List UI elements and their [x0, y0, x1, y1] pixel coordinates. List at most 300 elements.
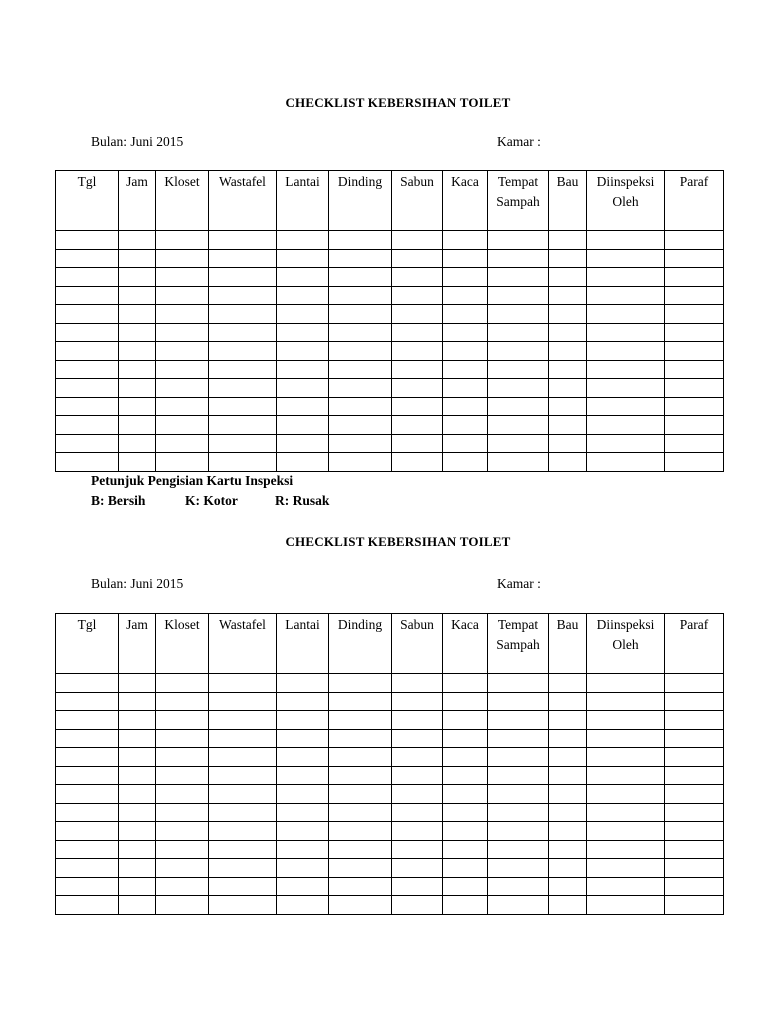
table-cell[interactable]: [665, 249, 724, 268]
table-cell[interactable]: [119, 360, 156, 379]
table-cell[interactable]: [119, 803, 156, 822]
table-cell[interactable]: [665, 453, 724, 472]
table-cell[interactable]: [665, 692, 724, 711]
table-cell[interactable]: [277, 434, 329, 453]
table-cell[interactable]: [665, 286, 724, 305]
table-cell[interactable]: [209, 896, 277, 915]
table-cell[interactable]: [392, 453, 443, 472]
table-cell[interactable]: [209, 785, 277, 804]
table-cell[interactable]: [156, 822, 209, 841]
table-cell[interactable]: [329, 342, 392, 361]
table-cell[interactable]: [549, 803, 587, 822]
table-cell[interactable]: [209, 379, 277, 398]
table-cell[interactable]: [209, 859, 277, 878]
table-cell[interactable]: [587, 785, 665, 804]
table-cell[interactable]: [665, 379, 724, 398]
table-cell[interactable]: [392, 286, 443, 305]
table-cell[interactable]: [392, 877, 443, 896]
table-cell[interactable]: [56, 397, 119, 416]
table-cell[interactable]: [488, 416, 549, 435]
table-cell[interactable]: [119, 822, 156, 841]
table-cell[interactable]: [587, 674, 665, 693]
table-cell[interactable]: [488, 877, 549, 896]
table-cell[interactable]: [549, 840, 587, 859]
table-cell[interactable]: [443, 785, 488, 804]
table-cell[interactable]: [209, 877, 277, 896]
table-cell[interactable]: [549, 877, 587, 896]
table-cell[interactable]: [156, 416, 209, 435]
table-cell[interactable]: [443, 434, 488, 453]
table-cell[interactable]: [549, 785, 587, 804]
table-cell[interactable]: [56, 286, 119, 305]
table-cell[interactable]: [329, 729, 392, 748]
table-cell[interactable]: [329, 434, 392, 453]
table-cell[interactable]: [665, 711, 724, 730]
table-cell[interactable]: [277, 766, 329, 785]
table-cell[interactable]: [587, 231, 665, 250]
table-cell[interactable]: [209, 674, 277, 693]
table-cell[interactable]: [392, 379, 443, 398]
table-cell[interactable]: [119, 286, 156, 305]
table-cell[interactable]: [443, 342, 488, 361]
table-cell[interactable]: [119, 859, 156, 878]
table-cell[interactable]: [156, 729, 209, 748]
table-cell[interactable]: [329, 674, 392, 693]
table-cell[interactable]: [443, 416, 488, 435]
table-cell[interactable]: [488, 803, 549, 822]
table-cell[interactable]: [329, 896, 392, 915]
table-cell[interactable]: [209, 323, 277, 342]
table-cell[interactable]: [209, 434, 277, 453]
table-cell[interactable]: [56, 342, 119, 361]
table-cell[interactable]: [587, 729, 665, 748]
table-cell[interactable]: [549, 674, 587, 693]
table-cell[interactable]: [665, 268, 724, 287]
table-cell[interactable]: [119, 896, 156, 915]
table-cell[interactable]: [587, 711, 665, 730]
table-cell[interactable]: [443, 268, 488, 287]
table-cell[interactable]: [443, 231, 488, 250]
table-cell[interactable]: [587, 268, 665, 287]
table-cell[interactable]: [329, 231, 392, 250]
table-cell[interactable]: [549, 859, 587, 878]
table-cell[interactable]: [665, 674, 724, 693]
table-cell[interactable]: [156, 674, 209, 693]
table-cell[interactable]: [443, 840, 488, 859]
table-cell[interactable]: [277, 859, 329, 878]
table-cell[interactable]: [587, 305, 665, 324]
table-cell[interactable]: [392, 416, 443, 435]
table-cell[interactable]: [392, 323, 443, 342]
table-cell[interactable]: [443, 379, 488, 398]
table-cell[interactable]: [329, 785, 392, 804]
table-cell[interactable]: [443, 453, 488, 472]
table-cell[interactable]: [329, 692, 392, 711]
table-cell[interactable]: [209, 748, 277, 767]
table-cell[interactable]: [587, 416, 665, 435]
table-cell[interactable]: [119, 323, 156, 342]
table-cell[interactable]: [209, 766, 277, 785]
table-cell[interactable]: [549, 268, 587, 287]
table-cell[interactable]: [488, 711, 549, 730]
table-cell[interactable]: [665, 785, 724, 804]
table-cell[interactable]: [329, 305, 392, 324]
table-cell[interactable]: [156, 434, 209, 453]
table-cell[interactable]: [156, 323, 209, 342]
table-cell[interactable]: [549, 323, 587, 342]
table-cell[interactable]: [277, 268, 329, 287]
table-cell[interactable]: [392, 342, 443, 361]
table-cell[interactable]: [277, 785, 329, 804]
table-cell[interactable]: [329, 803, 392, 822]
table-cell[interactable]: [277, 692, 329, 711]
table-cell[interactable]: [488, 360, 549, 379]
table-cell[interactable]: [665, 397, 724, 416]
table-cell[interactable]: [665, 822, 724, 841]
table-cell[interactable]: [549, 249, 587, 268]
table-cell[interactable]: [665, 729, 724, 748]
table-cell[interactable]: [665, 360, 724, 379]
table-cell[interactable]: [329, 268, 392, 287]
table-cell[interactable]: [443, 360, 488, 379]
table-cell[interactable]: [587, 397, 665, 416]
table-cell[interactable]: [392, 674, 443, 693]
table-cell[interactable]: [587, 360, 665, 379]
table-cell[interactable]: [665, 434, 724, 453]
table-cell[interactable]: [549, 434, 587, 453]
table-cell[interactable]: [587, 453, 665, 472]
table-cell[interactable]: [488, 379, 549, 398]
table-cell[interactable]: [119, 249, 156, 268]
table-cell[interactable]: [329, 766, 392, 785]
table-cell[interactable]: [392, 360, 443, 379]
table-cell[interactable]: [665, 748, 724, 767]
table-cell[interactable]: [277, 711, 329, 730]
table-cell[interactable]: [587, 766, 665, 785]
table-cell[interactable]: [443, 748, 488, 767]
table-cell[interactable]: [549, 729, 587, 748]
table-cell[interactable]: [209, 268, 277, 287]
table-cell[interactable]: [549, 416, 587, 435]
table-cell[interactable]: [209, 711, 277, 730]
table-cell[interactable]: [156, 859, 209, 878]
table-cell[interactable]: [277, 674, 329, 693]
table-cell[interactable]: [587, 434, 665, 453]
table-cell[interactable]: [119, 379, 156, 398]
table-cell[interactable]: [329, 877, 392, 896]
table-cell[interactable]: [665, 416, 724, 435]
table-cell[interactable]: [443, 249, 488, 268]
table-cell[interactable]: [392, 711, 443, 730]
table-cell[interactable]: [156, 286, 209, 305]
table-cell[interactable]: [209, 249, 277, 268]
table-cell[interactable]: [392, 896, 443, 915]
table-cell[interactable]: [56, 305, 119, 324]
table-cell[interactable]: [392, 692, 443, 711]
table-cell[interactable]: [156, 453, 209, 472]
table-cell[interactable]: [209, 231, 277, 250]
table-cell[interactable]: [56, 231, 119, 250]
table-cell[interactable]: [488, 729, 549, 748]
table-cell[interactable]: [587, 840, 665, 859]
table-cell[interactable]: [156, 692, 209, 711]
table-cell[interactable]: [488, 305, 549, 324]
table-cell[interactable]: [587, 748, 665, 767]
table-cell[interactable]: [443, 766, 488, 785]
table-cell[interactable]: [549, 748, 587, 767]
table-cell[interactable]: [119, 692, 156, 711]
table-cell[interactable]: [392, 785, 443, 804]
table-cell[interactable]: [329, 859, 392, 878]
table-cell[interactable]: [119, 877, 156, 896]
table-cell[interactable]: [329, 397, 392, 416]
table-cell[interactable]: [587, 323, 665, 342]
table-cell[interactable]: [277, 822, 329, 841]
table-cell[interactable]: [549, 397, 587, 416]
table-cell[interactable]: [549, 692, 587, 711]
table-cell[interactable]: [156, 896, 209, 915]
table-cell[interactable]: [156, 249, 209, 268]
table-cell[interactable]: [443, 877, 488, 896]
table-cell[interactable]: [277, 453, 329, 472]
table-cell[interactable]: [587, 379, 665, 398]
table-cell[interactable]: [587, 249, 665, 268]
table-cell[interactable]: [488, 840, 549, 859]
table-cell[interactable]: [277, 231, 329, 250]
table-cell[interactable]: [392, 268, 443, 287]
table-cell[interactable]: [549, 305, 587, 324]
table-cell[interactable]: [56, 748, 119, 767]
table-cell[interactable]: [209, 803, 277, 822]
table-cell[interactable]: [156, 397, 209, 416]
table-cell[interactable]: [488, 896, 549, 915]
table-cell[interactable]: [156, 785, 209, 804]
table-cell[interactable]: [443, 305, 488, 324]
table-cell[interactable]: [329, 748, 392, 767]
table-cell[interactable]: [56, 249, 119, 268]
table-cell[interactable]: [119, 231, 156, 250]
table-cell[interactable]: [392, 822, 443, 841]
table-cell[interactable]: [119, 416, 156, 435]
table-cell[interactable]: [549, 360, 587, 379]
table-cell[interactable]: [488, 453, 549, 472]
table-cell[interactable]: [329, 711, 392, 730]
table-cell[interactable]: [119, 729, 156, 748]
table-cell[interactable]: [277, 397, 329, 416]
table-cell[interactable]: [549, 453, 587, 472]
table-cell[interactable]: [488, 231, 549, 250]
table-cell[interactable]: [665, 342, 724, 361]
table-cell[interactable]: [392, 766, 443, 785]
table-cell[interactable]: [549, 822, 587, 841]
table-cell[interactable]: [209, 305, 277, 324]
table-cell[interactable]: [277, 748, 329, 767]
table-cell[interactable]: [56, 434, 119, 453]
table-cell[interactable]: [392, 397, 443, 416]
table-cell[interactable]: [488, 342, 549, 361]
table-cell[interactable]: [443, 896, 488, 915]
table-cell[interactable]: [156, 711, 209, 730]
table-cell[interactable]: [156, 305, 209, 324]
table-cell[interactable]: [277, 249, 329, 268]
table-cell[interactable]: [392, 859, 443, 878]
table-cell[interactable]: [443, 729, 488, 748]
table-cell[interactable]: [587, 286, 665, 305]
table-cell[interactable]: [277, 305, 329, 324]
table-cell[interactable]: [119, 268, 156, 287]
table-cell[interactable]: [587, 342, 665, 361]
table-cell[interactable]: [488, 822, 549, 841]
table-cell[interactable]: [277, 729, 329, 748]
table-cell[interactable]: [119, 785, 156, 804]
table-cell[interactable]: [277, 416, 329, 435]
table-cell[interactable]: [665, 231, 724, 250]
table-cell[interactable]: [392, 231, 443, 250]
table-cell[interactable]: [277, 803, 329, 822]
table-cell[interactable]: [392, 729, 443, 748]
table-cell[interactable]: [329, 416, 392, 435]
table-cell[interactable]: [329, 379, 392, 398]
table-cell[interactable]: [443, 674, 488, 693]
table-cell[interactable]: [209, 840, 277, 859]
table-cell[interactable]: [119, 766, 156, 785]
table-cell[interactable]: [119, 453, 156, 472]
table-cell[interactable]: [329, 453, 392, 472]
table-cell[interactable]: [56, 323, 119, 342]
table-cell[interactable]: [209, 342, 277, 361]
table-cell[interactable]: [56, 453, 119, 472]
table-cell[interactable]: [277, 379, 329, 398]
table-cell[interactable]: [549, 342, 587, 361]
table-cell[interactable]: [549, 711, 587, 730]
table-cell[interactable]: [56, 416, 119, 435]
table-cell[interactable]: [56, 711, 119, 730]
table-cell[interactable]: [443, 286, 488, 305]
table-cell[interactable]: [488, 785, 549, 804]
table-cell[interactable]: [549, 766, 587, 785]
table-cell[interactable]: [56, 674, 119, 693]
table-cell[interactable]: [549, 379, 587, 398]
table-cell[interactable]: [119, 748, 156, 767]
table-cell[interactable]: [488, 692, 549, 711]
table-cell[interactable]: [488, 674, 549, 693]
table-cell[interactable]: [329, 822, 392, 841]
table-cell[interactable]: [392, 840, 443, 859]
table-cell[interactable]: [56, 379, 119, 398]
table-cell[interactable]: [119, 434, 156, 453]
table-cell[interactable]: [665, 766, 724, 785]
table-cell[interactable]: [443, 323, 488, 342]
table-cell[interactable]: [56, 766, 119, 785]
table-cell[interactable]: [209, 729, 277, 748]
table-cell[interactable]: [488, 748, 549, 767]
table-cell[interactable]: [156, 840, 209, 859]
table-cell[interactable]: [549, 231, 587, 250]
table-cell[interactable]: [443, 822, 488, 841]
table-cell[interactable]: [56, 840, 119, 859]
table-cell[interactable]: [488, 859, 549, 878]
table-cell[interactable]: [665, 305, 724, 324]
table-cell[interactable]: [156, 360, 209, 379]
table-cell[interactable]: [488, 397, 549, 416]
table-cell[interactable]: [156, 748, 209, 767]
table-cell[interactable]: [443, 859, 488, 878]
table-cell[interactable]: [587, 896, 665, 915]
table-cell[interactable]: [329, 249, 392, 268]
table-cell[interactable]: [587, 822, 665, 841]
table-cell[interactable]: [156, 803, 209, 822]
table-cell[interactable]: [56, 692, 119, 711]
table-cell[interactable]: [156, 268, 209, 287]
table-cell[interactable]: [549, 896, 587, 915]
table-cell[interactable]: [443, 397, 488, 416]
table-cell[interactable]: [587, 859, 665, 878]
table-cell[interactable]: [277, 877, 329, 896]
table-cell[interactable]: [443, 711, 488, 730]
table-cell[interactable]: [587, 803, 665, 822]
table-cell[interactable]: [209, 453, 277, 472]
table-cell[interactable]: [488, 434, 549, 453]
table-cell[interactable]: [56, 859, 119, 878]
table-cell[interactable]: [156, 766, 209, 785]
table-cell[interactable]: [119, 711, 156, 730]
table-cell[interactable]: [488, 268, 549, 287]
table-cell[interactable]: [488, 766, 549, 785]
table-cell[interactable]: [56, 729, 119, 748]
table-cell[interactable]: [209, 286, 277, 305]
table-cell[interactable]: [209, 397, 277, 416]
table-cell[interactable]: [56, 360, 119, 379]
table-cell[interactable]: [665, 323, 724, 342]
table-cell[interactable]: [156, 877, 209, 896]
table-cell[interactable]: [156, 379, 209, 398]
table-cell[interactable]: [392, 249, 443, 268]
table-cell[interactable]: [665, 896, 724, 915]
table-cell[interactable]: [549, 286, 587, 305]
table-cell[interactable]: [119, 840, 156, 859]
table-cell[interactable]: [56, 896, 119, 915]
table-cell[interactable]: [587, 692, 665, 711]
table-cell[interactable]: [209, 416, 277, 435]
table-cell[interactable]: [665, 803, 724, 822]
table-cell[interactable]: [665, 859, 724, 878]
table-cell[interactable]: [209, 822, 277, 841]
table-cell[interactable]: [443, 803, 488, 822]
table-cell[interactable]: [156, 342, 209, 361]
table-cell[interactable]: [392, 803, 443, 822]
table-cell[interactable]: [665, 877, 724, 896]
table-cell[interactable]: [329, 360, 392, 379]
table-cell[interactable]: [329, 286, 392, 305]
table-cell[interactable]: [392, 748, 443, 767]
table-cell[interactable]: [277, 342, 329, 361]
table-cell[interactable]: [119, 397, 156, 416]
table-cell[interactable]: [329, 323, 392, 342]
table-cell[interactable]: [392, 434, 443, 453]
table-cell[interactable]: [277, 286, 329, 305]
table-cell[interactable]: [56, 822, 119, 841]
table-cell[interactable]: [277, 896, 329, 915]
table-cell[interactable]: [119, 305, 156, 324]
table-cell[interactable]: [56, 877, 119, 896]
table-cell[interactable]: [277, 360, 329, 379]
table-cell[interactable]: [329, 840, 392, 859]
table-cell[interactable]: [443, 692, 488, 711]
table-cell[interactable]: [209, 360, 277, 379]
table-cell[interactable]: [156, 231, 209, 250]
table-cell[interactable]: [56, 268, 119, 287]
table-cell[interactable]: [119, 342, 156, 361]
